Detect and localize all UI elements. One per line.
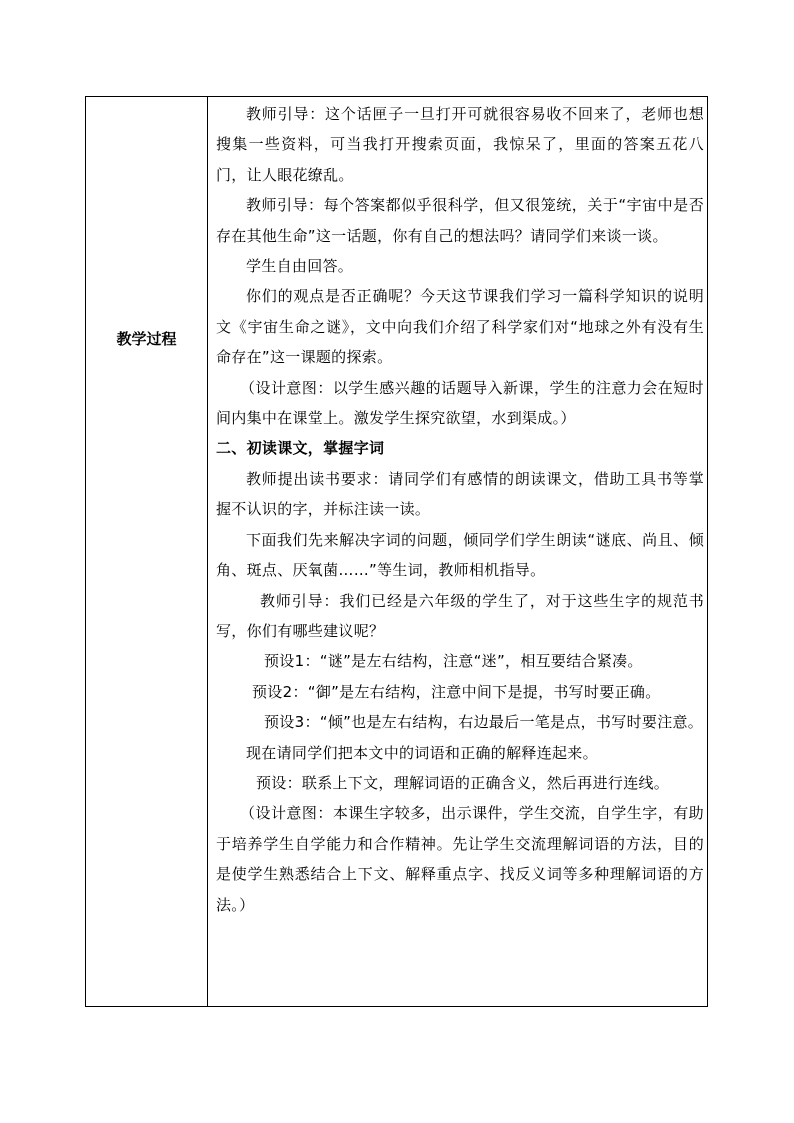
paragraph: 教师提出读书要求：请同学们有感情的朗读课文，借助工具书等掌握不认识的字，并标注读一读。 — [216, 469, 704, 519]
lesson-content — [216, 97, 704, 920]
paragraph: 教师引导：每个答案都似乎很科学，但又很笼统，关于“宇宙中是否存在其他生命”这一话题，你有自己的想法吗？请同学们来谈一谈。 — [216, 196, 704, 245]
lesson-table — [85, 96, 708, 1007]
paragraph: 下面我们先来解决字词的问题，倾同学们学生朗读“谜底、尚且、倾角、斑点、厌氧菌……”等生词，教师相机指导。 — [216, 530, 704, 580]
section-heading: 二、初读课文，掌握字词 — [216, 439, 385, 458]
paragraph: 你们的观点是否正确呢？今天这节课我们学习一篇科学知识的说明文《宇宙生命之谜》，文中向我们介绍了科学家们对“地球之外有没有生命存在”这一课题的探索。 — [216, 287, 704, 367]
row-label: 教学过程 — [116, 330, 177, 348]
column-divider — [207, 97, 208, 1006]
paragraph: 教师引导：这个话匣子一旦打开可就很容易收不回来了，老师也想搜集一些资料，可当我打开搜索页面，我惊呆了，里面的答案五花八门，让人眼花缭乱。 — [216, 105, 704, 184]
paragraph: （设计意图：以学生感兴趣的话题导入新课，学生的注意力会在短时间内集中在课堂上。激发学生探究欲望，水到渠成。） — [216, 378, 704, 428]
paragraph: 预设1：“谜”是左右结构，注意“迷”，相互要结合紧凑。 — [264, 652, 643, 671]
paragraph: （设计意图：本课生字较多，出示课件，学生交流，自学生字，有助于培养学生自学能力和合作精神。先让学生交流理解词语的方法，目的是使学生熟悉结合上下文、解释重点字、找反义词等多种理解词语的方法。） — [216, 804, 704, 914]
paragraph: 预设：联系上下文，理解词语的正确含义，然后再进行连线。 — [256, 773, 670, 792]
paragraph: 现在请同学们把本文中的词语和正确的解释连起来。 — [246, 743, 598, 762]
paragraph: 教师引导：我们已经是六年级的学生了，对于这些生字的规范书写，你们有哪些建议呢？ — [216, 591, 704, 640]
paragraph: 预设3：“倾”也是左右结构，右边最后一笔是点，书写时要注意。 — [264, 713, 704, 732]
paragraph: 学生自由回答。 — [246, 257, 354, 276]
paragraph: 预设2：“御”是左右结构，注意中间下是提，书写时要正确。 — [252, 682, 661, 701]
